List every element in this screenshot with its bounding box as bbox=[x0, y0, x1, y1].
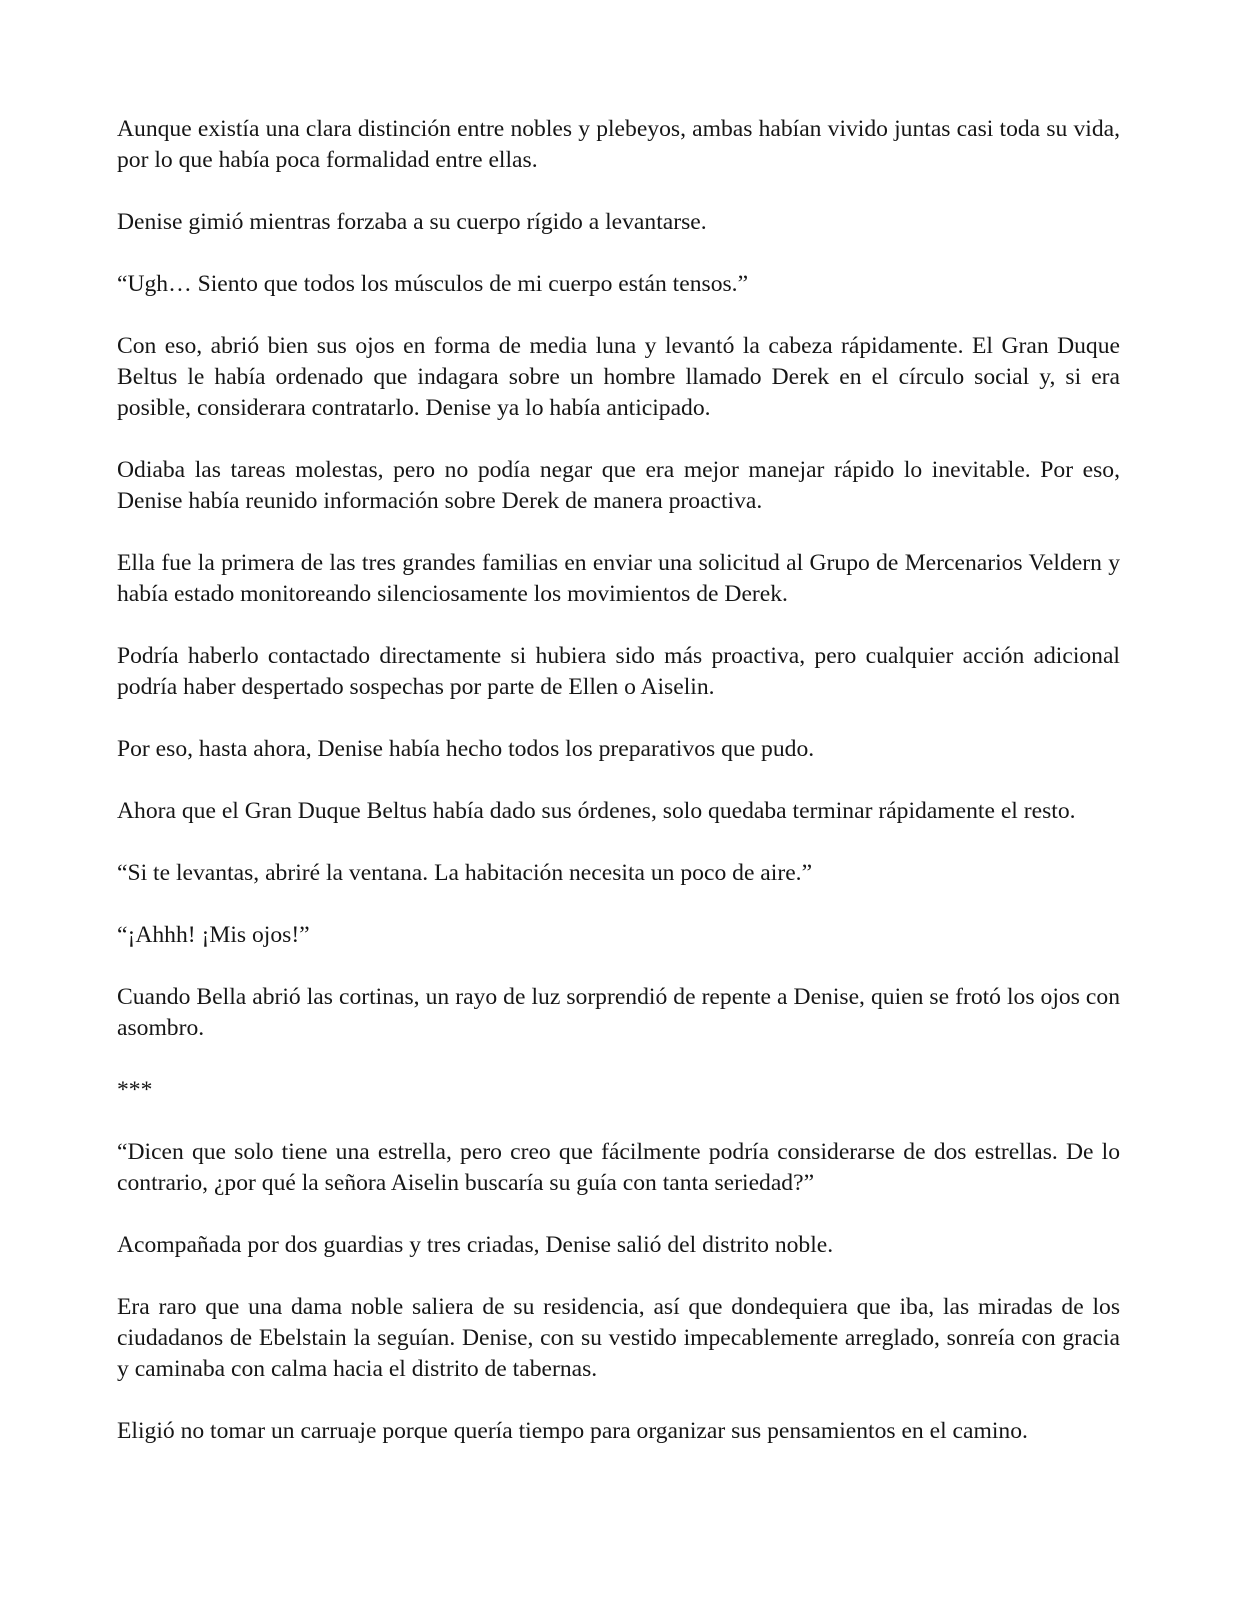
paragraph: Acompañada por dos guardias y tres criadas, Denise salió del distrito noble. bbox=[117, 1232, 834, 1258]
paragraph: Odiaba las tareas molestas, pero no podía negar que era mejor manejar rápido lo inevitable. Por eso, Denise había reunido información sobre Derek de manera proactiva. bbox=[117, 457, 1120, 514]
scene-break: *** bbox=[117, 1077, 153, 1103]
paragraph: Podría haberlo contactado directamente si hubiera sido más proactiva, pero cualquier acción adicional podría haber despertado sospechas por parte de Ellen o Aiselin. bbox=[117, 643, 1120, 700]
paragraph: Denise gimió mientras forzaba a su cuerpo rígido a levantarse. bbox=[117, 209, 707, 235]
paragraph: Eligió no tomar un carruaje porque quería tiempo para organizar sus pensamientos en el camino. bbox=[117, 1418, 1028, 1444]
document-page bbox=[117, 114, 1120, 1447]
paragraph: Cuando Bella abrió las cortinas, un rayo de luz sorprendió de repente a Denise, quien se frotó los ojos con asombro. bbox=[117, 984, 1120, 1041]
paragraph: Ella fue la primera de las tres grandes familias en enviar una solicitud al Grupo de Mercenarios Veldern y había estado monitoreando silenciosamente los movimientos de Derek. bbox=[117, 550, 1120, 607]
dialogue-paragraph: “Ugh… Siento que todos los músculos de mi cuerpo están tensos.” bbox=[117, 271, 749, 297]
dialogue-paragraph: “Dicen que solo tiene una estrella, pero creo que fácilmente podría considerarse de dos estrellas. De lo contrario, ¿por qué la señora Aiselin buscaría su guía con tanta seriedad?” bbox=[117, 1139, 1120, 1196]
dialogue-paragraph: “¡Ahhh! ¡Mis ojos!” bbox=[117, 922, 310, 948]
paragraph: Ahora que el Gran Duque Beltus había dado sus órdenes, solo quedaba terminar rápidamente el resto. bbox=[117, 798, 1076, 824]
paragraph: Por eso, hasta ahora, Denise había hecho todos los preparativos que pudo. bbox=[117, 736, 815, 762]
paragraph: Aunque existía una clara distinción entre nobles y plebeyos, ambas habían vivido juntas casi toda su vida, por lo que había poca formalidad entre ellas. bbox=[117, 116, 1120, 173]
paragraph: Era raro que una dama noble saliera de su residencia, así que dondequiera que iba, las miradas de los ciudadanos de Ebelstain la seguían. Denise, con su vestido impecablemente arreglado, sonreía con gracia y caminaba con calma hacia el distrito de tabernas. bbox=[117, 1294, 1120, 1382]
dialogue-paragraph: “Si te levantas, abriré la ventana. La habitación necesita un poco de aire.” bbox=[117, 860, 813, 886]
paragraph: Con eso, abrió bien sus ojos en forma de media luna y levantó la cabeza rápidamente. El Gran Duque Beltus le había ordenado que indagara sobre un hombre llamado Derek en el círculo social y, si era posible, considerara contratarlo. Denise ya lo había anticipado. bbox=[117, 333, 1120, 421]
